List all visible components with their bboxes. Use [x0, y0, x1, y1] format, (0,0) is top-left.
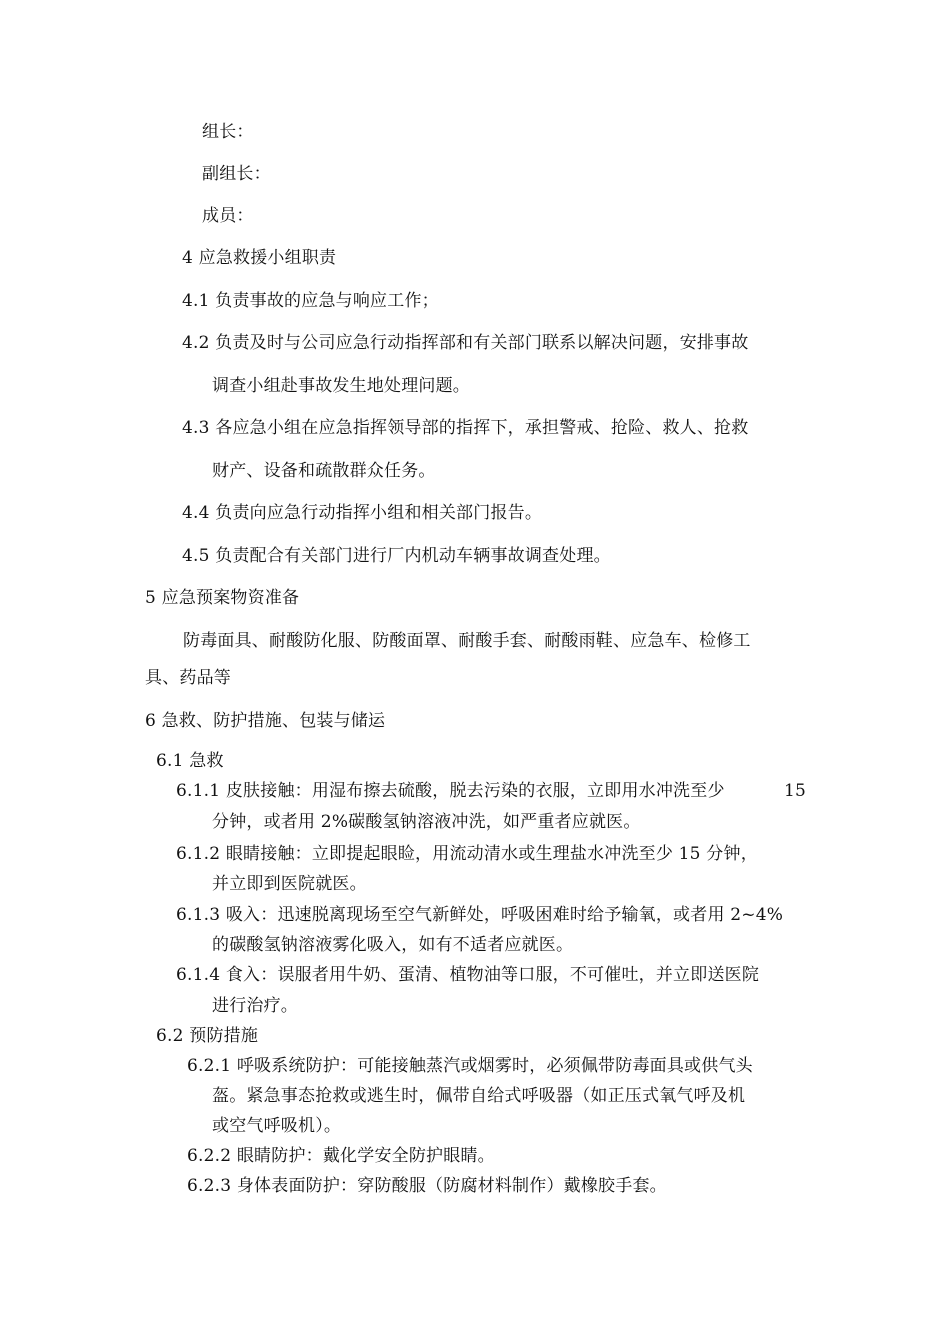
role-members: 成员： — [202, 206, 254, 226]
item-4-4: 4.4 负责向应急行动指挥小组和相关部门报告。 — [182, 503, 543, 523]
item-6-1-1-number: 15 — [783, 781, 806, 801]
item-4-2-line1: 4.2 负责及时与公司应急行动指挥部和有关部门联系以解决问题，安排事故 — [182, 333, 749, 353]
item-6-1-1-line2: 分钟，或者用 2%碳酸氢钠溶液冲洗，如严重者应就医。 — [212, 812, 641, 832]
role-deputy: 副组长： — [202, 164, 271, 184]
item-6-1-1-text: 6.1.1 皮肤接触：用湿布擦去硫酸，脱去污染的衣服，立即用水冲洗至少 — [176, 781, 725, 801]
section-5-heading: 5 应急预案物资准备 — [145, 588, 300, 608]
item-4-3-line2: 财产、设备和疏散群众任务。 — [212, 461, 436, 481]
section-5-text-line1: 防毒面具、耐酸防化服、防酸面罩、耐酸手套、耐酸雨鞋、应急车、检修工 — [183, 631, 751, 651]
item-4-3-line1: 4.3 各应急小组在应急指挥领导部的指挥下，承担警戒、抢险、救人、抢救 — [182, 418, 749, 438]
item-6-1-4-line1: 6.1.4 食入：误服者用牛奶、蛋清、植物油等口服，不可催吐，并立即送医院 — [176, 965, 760, 985]
section-6-1-heading: 6.1 急救 — [156, 751, 224, 771]
role-leader: 组长： — [202, 122, 254, 142]
item-6-1-2-line2: 并立即到医院就医。 — [212, 874, 367, 894]
item-4-1: 4.1 负责事故的应急与响应工作； — [182, 291, 439, 311]
item-6-1-1-line1 — [176, 780, 806, 802]
item-6-2-3: 6.2.3 身体表面防护：穿防酸服（防腐材料制作）戴橡胶手套。 — [187, 1176, 667, 1196]
section-4-heading: 4 应急救援小组职责 — [182, 248, 337, 268]
item-6-2-1-line2: 盔。紧急事态抢救或逃生时，佩带自给式呼吸器（如正压式氧气呼及机 — [212, 1086, 746, 1106]
section-5-text-line2: 具、药品等 — [145, 668, 231, 688]
item-6-1-3-line2: 的碳酸氢钠溶液雾化吸入，如有不适者应就医。 — [212, 935, 574, 955]
item-6-2-1-line1: 6.2.1 呼吸系统防护：可能接触蒸汽或烟雾时，必须佩带防毒面具或供气头 — [187, 1056, 753, 1076]
section-6-2-heading: 6.2 预防措施 — [156, 1026, 259, 1046]
item-4-2-line2: 调查小组赴事故发生地处理问题。 — [212, 376, 470, 396]
item-6-1-3-line1: 6.1.3 吸入：迅速脱离现场至空气新鲜处，呼吸困难时给予输氧，或者用 2~4% — [176, 905, 784, 925]
section-6-heading: 6 急救、防护措施、包装与储运 — [145, 711, 386, 731]
item-6-2-2: 6.2.2 眼睛防护：戴化学安全防护眼睛。 — [187, 1146, 495, 1166]
item-6-2-1-line3: 或空气呼吸机）。 — [212, 1116, 342, 1136]
item-4-5: 4.5 负责配合有关部门进行厂内机动车辆事故调查处理。 — [182, 546, 611, 566]
item-6-1-2-line1: 6.1.2 眼睛接触：立即提起眼睑，用流动清水或生理盐水冲洗至少 15 分钟， — [176, 844, 758, 864]
item-6-1-4-line2: 进行治疗。 — [212, 996, 298, 1016]
